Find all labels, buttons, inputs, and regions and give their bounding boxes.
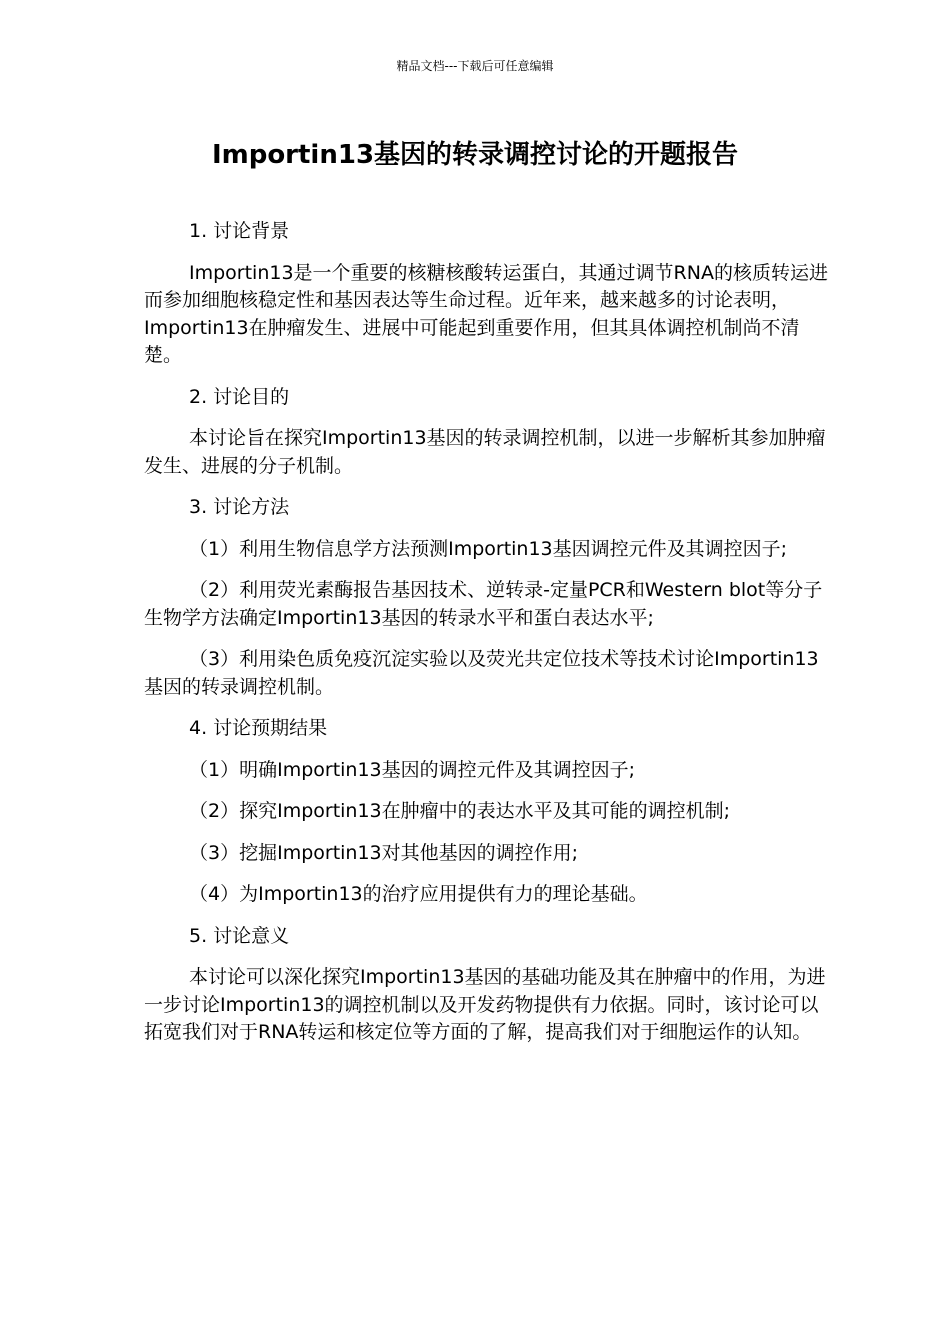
significance-paragraph: 本讨论可以深化探究Importin13基因的基础功能及其在肿瘤中的作用，为进一步讨论Importin13的调控机制以及开发药物提供有力依据。同时，该讨论可以拓宽我们对于RNA转运和核定位等方面的了解，提高我们对于细胞运作的认知。 [144, 966, 826, 1043]
section-heading-methods: 3. 讨论方法 [189, 496, 290, 518]
page-header: 精品文档---下载后可任意编辑 [396, 59, 554, 73]
methods-item: （1）利用生物信息学方法预测Importin13基因调控元件及其调控因子; [189, 537, 788, 560]
methods-item: （3）利用染色质免疫沉淀实验以及荧光共定位技术等技术讨论Importin13基因的转录调控机制。 [144, 648, 819, 698]
section-heading-significance: 5. 讨论意义 [189, 924, 290, 947]
results-item: （4）为Importin13的治疗应用提供有力的理论基础。 [189, 883, 648, 905]
document-body [144, 218, 834, 1047]
section-heading-background: 1. 讨论背景 [189, 220, 290, 242]
results-item: （1）明确Importin13基因的调控元件及其调控因子; [189, 758, 636, 781]
methods-item: （2）利用荧光素酶报告基因技术、逆转录-定量PCR和Western blot等分子生物学方法确定Importin13基因的转录水平和蛋白表达水平; [144, 579, 823, 629]
background-paragraph: Importin13是一个重要的核糖核酸转运蛋白，其通过调节RNA的核质转运进而参加细胞核稳定性和基因表达等生命过程。近年来，越来越多的讨论表明，Importin13在肿瘤发生、进展中可能起到重要作用，但其具体调控机制尚不清楚。 [144, 261, 828, 366]
results-item: （3）挖掘Importin13对其他基因的调控作用; [189, 841, 579, 864]
section-heading-purpose: 2. 讨论目的 [189, 385, 290, 408]
results-item: （2）探究Importin13在肿瘤中的表达水平及其可能的调控机制; [189, 800, 731, 822]
document-title: Importin13基因的转录调控讨论的开题报告 [211, 140, 739, 170]
purpose-paragraph: 本讨论旨在探究Importin13基因的转录调控机制，以进一步解析其参加肿瘤发生、进展的分子机制。 [144, 427, 826, 477]
section-heading-expected-results: 4. 讨论预期结果 [189, 717, 328, 739]
